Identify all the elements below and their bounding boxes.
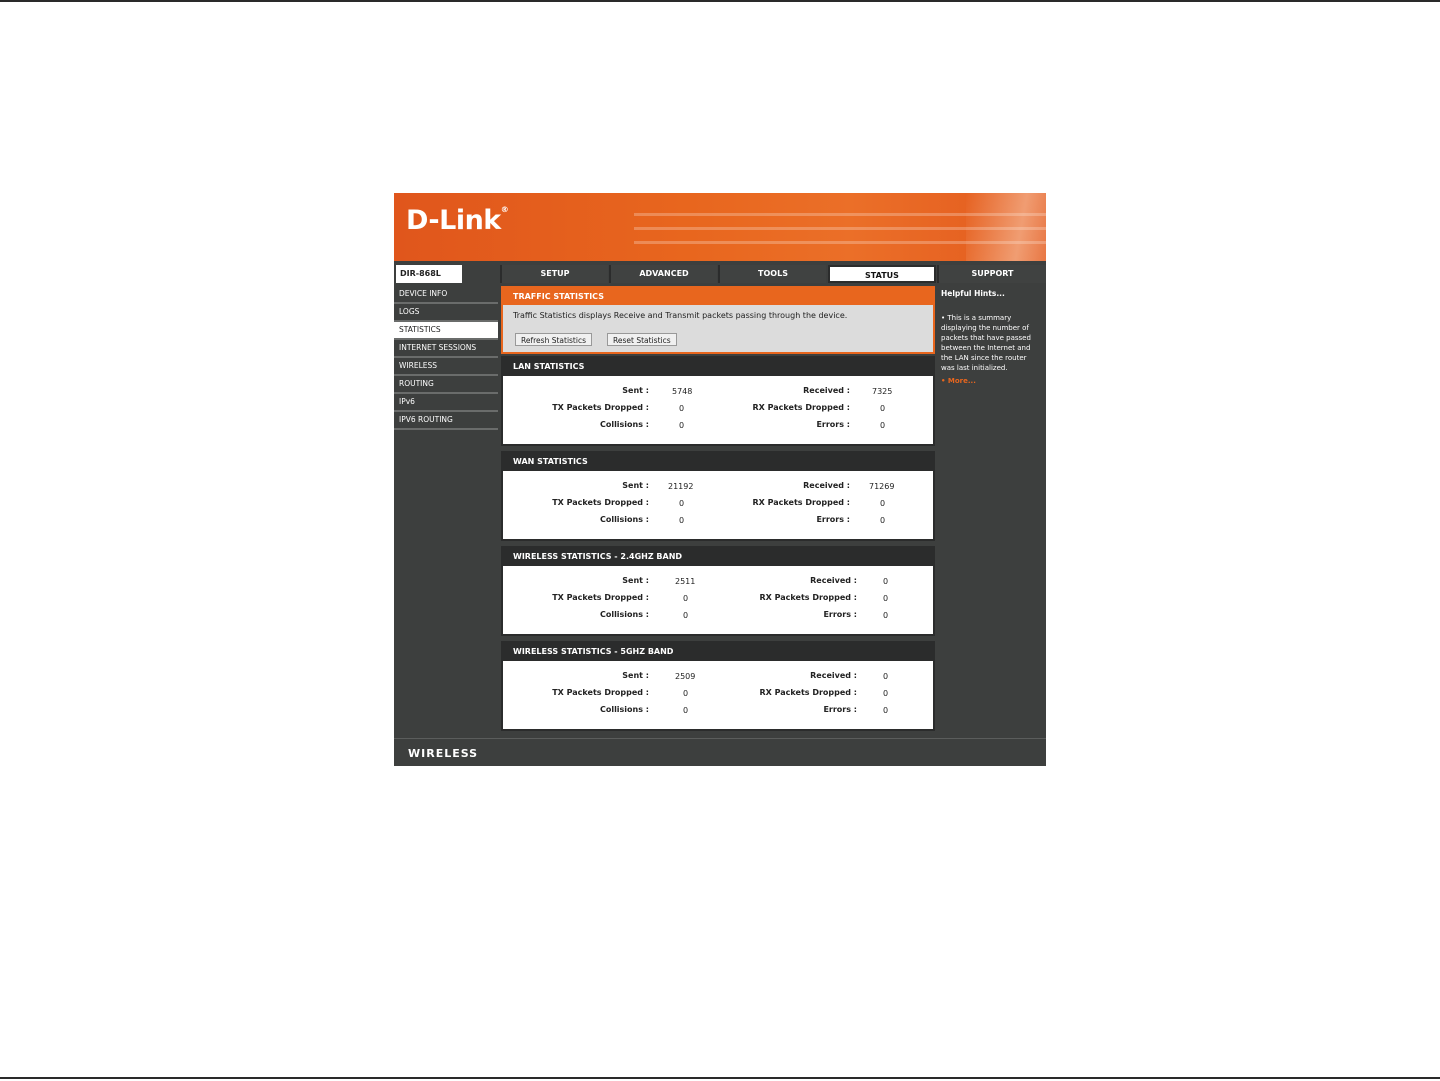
registered-mark: ® xyxy=(500,205,509,214)
rx-dropped-value: 0 xyxy=(880,499,886,508)
tab-status[interactable]: STATUS xyxy=(828,265,936,283)
sidebar-item-ipv6[interactable]: IPv6 xyxy=(394,394,498,412)
helpful-hints xyxy=(938,286,1046,736)
collisions-label: Collisions : xyxy=(599,515,649,524)
rx-dropped-value: 0 xyxy=(883,689,889,698)
banner-flare xyxy=(966,193,1046,261)
lan-statistics-panel xyxy=(501,356,935,446)
rx-dropped-label: RX Packets Dropped : xyxy=(759,593,857,602)
sent-value: 2509 xyxy=(675,672,696,681)
sidebar-item-wireless[interactable]: WIRELESS xyxy=(394,358,498,376)
received-label: Received : xyxy=(803,386,850,395)
top-nav xyxy=(394,263,1046,285)
sidebar-item-device-info[interactable]: DEVICE INFO xyxy=(394,286,498,304)
sent-label: Sent : xyxy=(622,576,649,585)
tab-setup[interactable]: SETUP xyxy=(500,265,608,283)
sent-value: 21192 xyxy=(668,482,694,491)
wireless-5ghz-statistics-panel xyxy=(501,641,935,731)
errors-value: 0 xyxy=(880,516,886,525)
errors-value: 0 xyxy=(883,611,889,620)
tx-dropped-value: 0 xyxy=(683,594,689,603)
received-label: Received : xyxy=(803,481,850,490)
wireless-24ghz-statistics-panel xyxy=(501,546,935,636)
rx-dropped-value: 0 xyxy=(883,594,889,603)
collisions-label: Collisions : xyxy=(599,705,649,714)
sidebar-item-statistics[interactable]: STATISTICS xyxy=(394,322,498,340)
header-banner xyxy=(394,193,1046,261)
errors-label: Errors : xyxy=(816,420,850,429)
tx-dropped-label: TX Packets Dropped : xyxy=(552,688,649,697)
panel-title: WIRELESS STATISTICS - 5GHZ BAND xyxy=(503,643,933,661)
collisions-label: Collisions : xyxy=(599,420,649,429)
reset-statistics-button[interactable]: Reset Statistics xyxy=(607,333,677,346)
errors-value: 0 xyxy=(880,421,886,430)
received-value: 0 xyxy=(883,577,889,586)
wan-statistics-panel xyxy=(501,451,935,541)
errors-label: Errors : xyxy=(823,610,857,619)
errors-label: Errors : xyxy=(823,705,857,714)
model-badge: DIR-868L xyxy=(396,265,462,283)
logo-text: D-Link xyxy=(406,205,501,236)
tab-tools[interactable]: TOOLS xyxy=(718,265,826,283)
more-link[interactable]: • More... xyxy=(941,377,976,385)
page-bottom-rule xyxy=(0,1077,1440,1079)
tx-dropped-label: TX Packets Dropped : xyxy=(552,498,649,507)
rx-dropped-label: RX Packets Dropped : xyxy=(752,498,850,507)
hints-title: Helpful Hints... xyxy=(941,289,1005,298)
sent-value: 2511 xyxy=(675,577,696,586)
footer-brand: WIRELESS xyxy=(408,747,479,760)
sent-value: 5748 xyxy=(672,387,693,396)
panel-title: WIRELESS STATISTICS - 2.4GHZ BAND xyxy=(503,548,933,566)
sidebar-item-routing[interactable]: ROUTING xyxy=(394,376,498,394)
received-value: 0 xyxy=(883,672,889,681)
sent-label: Sent : xyxy=(622,481,649,490)
collisions-value: 0 xyxy=(679,516,685,525)
collisions-value: 0 xyxy=(683,611,689,620)
panel-title: LAN STATISTICS xyxy=(503,358,933,376)
sidebar-item-ipv6-routing[interactable]: IPV6 ROUTING xyxy=(394,412,498,430)
sidebar-item-internet-sessions[interactable]: INTERNET SESSIONS xyxy=(394,340,498,358)
tx-dropped-label: TX Packets Dropped : xyxy=(552,593,649,602)
refresh-statistics-button[interactable]: Refresh Statistics xyxy=(515,333,592,346)
errors-label: Errors : xyxy=(816,515,850,524)
tx-dropped-value: 0 xyxy=(679,404,685,413)
tab-advanced[interactable]: ADVANCED xyxy=(609,265,717,283)
tx-dropped-value: 0 xyxy=(683,689,689,698)
page-top-rule xyxy=(0,0,1440,2)
tab-support[interactable]: SUPPORT xyxy=(937,265,1046,283)
rx-dropped-label: RX Packets Dropped : xyxy=(752,403,850,412)
sidebar-item-logs[interactable]: LOGS xyxy=(394,304,498,322)
rx-dropped-value: 0 xyxy=(880,404,886,413)
received-label: Received : xyxy=(810,671,857,680)
traffic-title: TRAFFIC STATISTICS xyxy=(503,288,933,305)
rx-dropped-label: RX Packets Dropped : xyxy=(759,688,857,697)
footer xyxy=(394,738,1046,766)
tx-dropped-value: 0 xyxy=(679,499,685,508)
slash-decoration-icon: // xyxy=(446,261,454,285)
errors-value: 0 xyxy=(883,706,889,715)
sent-label: Sent : xyxy=(622,386,649,395)
traffic-description: Traffic Statistics displays Receive and Transmit packets passing through the device. xyxy=(513,311,848,320)
tx-dropped-label: TX Packets Dropped : xyxy=(552,403,649,412)
received-value: 71269 xyxy=(869,482,895,491)
sent-label: Sent : xyxy=(622,671,649,680)
panel-title: WAN STATISTICS xyxy=(503,453,933,471)
sidebar xyxy=(394,286,498,736)
received-label: Received : xyxy=(810,576,857,585)
dlink-logo xyxy=(406,205,508,236)
received-value: 7325 xyxy=(872,387,893,396)
traffic-statistics-box xyxy=(501,286,935,354)
hints-body: • This is a summary displaying the number of packets that have passed between the Internet and the LAN since the router was last initialized. xyxy=(941,314,1031,372)
main-content xyxy=(501,286,935,736)
collisions-value: 0 xyxy=(683,706,689,715)
router-ui-screenshot xyxy=(394,193,1046,766)
collisions-value: 0 xyxy=(679,421,685,430)
collisions-label: Collisions : xyxy=(599,610,649,619)
